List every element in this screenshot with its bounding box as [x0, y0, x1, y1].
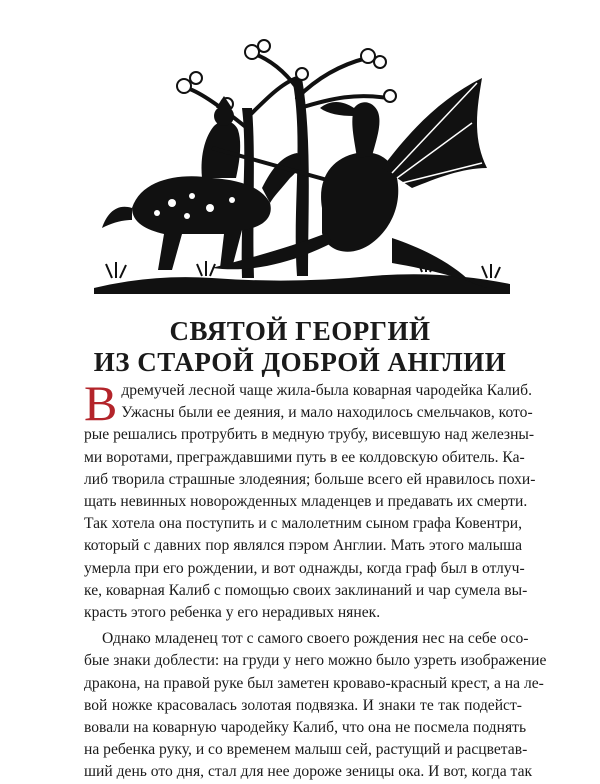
- text-line: ший день ото дня, стал для нее дороже зеницы ока. И вот, когда так: [84, 763, 533, 781]
- text-line: Ужасны были ее деяния, и мало находилось смельчаков, кото-: [121, 404, 533, 422]
- text-line: умерла при его рождении, и вот однажды, когда граф был в отлуч-: [84, 559, 525, 577]
- text-line: либ творила страшные злодеяния; больше всего ей нравилось похи-: [84, 470, 536, 488]
- title-line-1: СВЯТОЙ ГЕОРГИЙ: [169, 316, 431, 346]
- text-line: который с давних пор являлся пэром Англии. Мать этого малыша: [84, 537, 522, 555]
- text-line: на ребенка руку, и со временем малыш сей, растущий и расцветав-: [84, 741, 528, 759]
- text-line: щать невинных новорожденных младенцев и предавать их смерти.: [84, 493, 528, 511]
- text-line: Однако младенец тот с самого своего рождения нес на себе осо-: [102, 630, 529, 648]
- text-line: вой ножке красовалась золотая подвязка. И знаки те так подейст-: [84, 696, 522, 714]
- text-line: ке, коварная Калиб с помощью своих заклинаний и чар сумела вы-: [84, 581, 528, 599]
- text-line: красть этого ребенка у его нерадивых нянек.: [84, 604, 381, 622]
- text-line: ми воротами, преграждавшими путь в ее колдовскую обитель. Ка-: [84, 448, 525, 466]
- text-line: дремучей лесной чаще жила-была коварная чародейка Калиб.: [121, 382, 532, 399]
- st-george-dragon-illustration: [92, 38, 512, 296]
- text-line: вовали на коварную чародейку Калиб, что она не посмела поднять: [84, 719, 527, 737]
- title-line-2: ИЗ СТАРОЙ ДОБРОЙ АНГЛИИ: [93, 347, 507, 377]
- drop-cap: В: [84, 375, 118, 431]
- text-line: Так хотела она поступить и с малолетним сыном графа Ковентри,: [84, 515, 522, 533]
- knight: [202, 96, 241, 178]
- chapter-title: [0, 316, 600, 378]
- ground: [94, 274, 510, 294]
- text-line: дракона, на правой руке был заметен кроваво-красный крест, а на ле-: [84, 674, 544, 692]
- body-text: [84, 375, 547, 784]
- text-line: рые решались протрубить в медную трубу, висевшую над железны-: [84, 426, 535, 444]
- paragraph-2: [84, 628, 547, 783]
- paragraph-1: [84, 375, 536, 624]
- text-line: бые знаки доблести: на груди у него можно было узреть изображение: [84, 652, 547, 670]
